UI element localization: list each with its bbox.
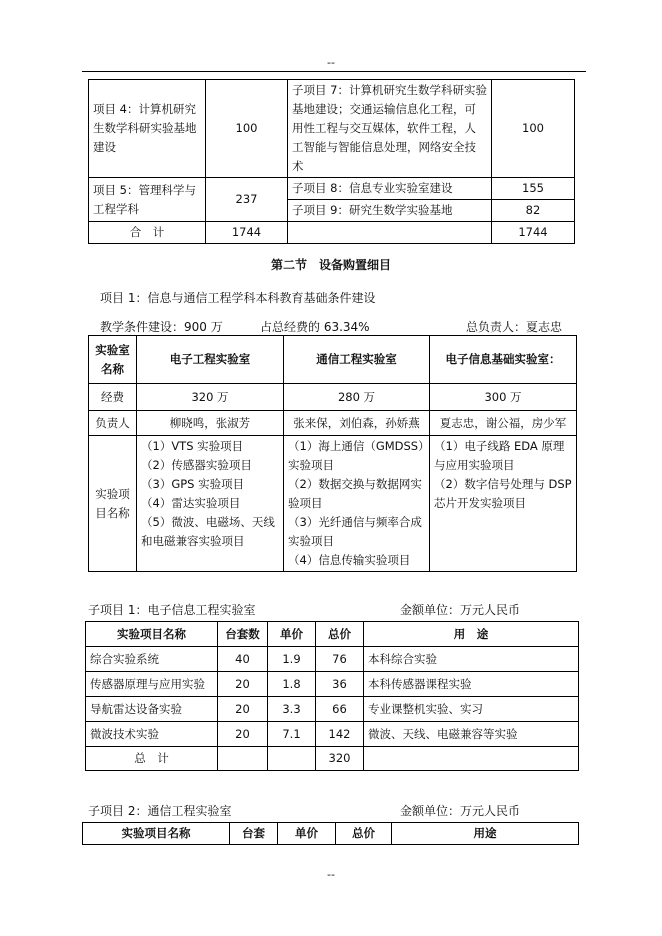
total-label: 总 计 [86, 747, 218, 771]
column-header: 总价 [336, 823, 392, 845]
column-header: 实验项目名称 [86, 622, 218, 647]
empty-cell [218, 747, 268, 771]
table-header-row [83, 823, 579, 845]
item-qty: 40 [218, 647, 268, 672]
list-item: （5）微波、电磁场、天线和电磁兼容实验项目 [141, 515, 275, 548]
list-item: （4）信息传输实验项目 [288, 553, 411, 567]
lab-header: 通信工程实验室 [284, 336, 430, 384]
lab-name-header: 实验室名称 [89, 336, 137, 384]
projects-cell [137, 436, 284, 572]
item-total: 142 [316, 722, 364, 747]
empty-cell [364, 747, 579, 771]
funding-cell: 300 万 [430, 384, 577, 411]
table-row [89, 436, 577, 572]
column-header: 用 途 [364, 622, 579, 647]
leader-cell: 张来保，刘伯森，孙娇燕 [284, 411, 430, 436]
lab-header: 电子工程实验室 [137, 336, 284, 384]
table-row [86, 722, 579, 747]
funding-label: 经费 [89, 384, 137, 411]
page-top-marker: -- [327, 56, 335, 69]
condition-line [100, 318, 562, 335]
sub-amount-cell: 82 [492, 200, 575, 222]
currency-unit: 金额单位：万元人民币 [400, 603, 521, 617]
column-header: 实验项目名称 [83, 823, 230, 845]
funding-cell: 280 万 [284, 384, 430, 411]
list-item: （3）GPS 实验项目 [141, 477, 245, 491]
sub-project-cell: 子项目 7：计算机研究生数学科研实验基地建设；交通运输信息化工程，可用性工程与交互媒体，软件工程，人工智能与智能信息处理，网络安全技术 [288, 80, 492, 178]
item-price: 1.8 [268, 672, 316, 697]
item-price: 1.9 [268, 647, 316, 672]
item-name: 综合实验系统 [86, 647, 218, 672]
project-summary-table [88, 79, 575, 244]
table-row [86, 697, 579, 722]
column-header: 用途 [392, 823, 579, 845]
column-header: 总价 [316, 622, 364, 647]
column-header: 单价 [278, 823, 336, 845]
sub-project-1-heading [88, 601, 578, 618]
amount-cell: 100 [206, 80, 288, 178]
total-value: 320 [316, 747, 364, 771]
item-use: 专业课整机实验、实习 [364, 697, 579, 722]
condition-budget: 教学条件建设：900 万 [100, 320, 223, 334]
item-name: 传感器原理与应用实验 [86, 672, 218, 697]
total-amount: 1744 [206, 222, 288, 244]
table-row [86, 672, 579, 697]
projects-cell [430, 436, 577, 572]
empty-cell [268, 747, 316, 771]
sub-project-2-table [82, 822, 579, 845]
item-price: 3.3 [268, 697, 316, 722]
funding-cell: 320 万 [137, 384, 284, 411]
item-total: 66 [316, 697, 364, 722]
table-row [86, 647, 579, 672]
header-rule [82, 71, 586, 72]
list-item: （1）海上通信（GMDSS）实验项目 [288, 439, 424, 472]
list-item: （2）数据交换与数据网实验项目 [288, 477, 422, 510]
lab-header: 电子信息基础实验室： [430, 336, 577, 384]
leader-cell: 夏志忠，谢公福，房少军 [430, 411, 577, 436]
list-item: （1）电子线路 EDA 原理与应用实验项目 [434, 439, 565, 472]
section-title: 第二节 设备购置细目 [270, 258, 391, 272]
table-row [89, 80, 575, 178]
column-header: 台套数 [218, 622, 268, 647]
project-cell: 项目 5：管理科学与工程学科 [89, 178, 206, 222]
total-row [89, 222, 575, 244]
amount-cell: 237 [206, 178, 288, 222]
table-row [89, 411, 577, 436]
item-qty: 20 [218, 672, 268, 697]
list-item: （4）雷达实验项目 [141, 496, 241, 510]
item-use: 微波、天线、电磁兼容等实验 [364, 722, 579, 747]
page-bottom-marker: -- [327, 868, 335, 881]
item-total: 76 [316, 647, 364, 672]
item-use: 本科传感器课程实验 [364, 672, 579, 697]
currency-unit: 金额单位：万元人民币 [400, 804, 521, 818]
sub-amount-cell: 100 [492, 80, 575, 178]
leader-cell: 柳晓鸣，张淑芳 [137, 411, 284, 436]
project-line: 项目 1：信息与通信工程学科本科教育基础条件建设 [100, 291, 376, 305]
table-header-row [86, 622, 579, 647]
sub-project-cell: 子项目 8：信息专业实验室建设 [288, 178, 492, 200]
item-qty: 20 [218, 722, 268, 747]
list-item: （2）数字信号处理与 DSP 芯片开发实验项目 [434, 477, 572, 510]
item-price: 7.1 [268, 722, 316, 747]
sub-project-1-table [85, 621, 579, 771]
total-label: 合 计 [89, 222, 206, 244]
condition-percentage: 占总经费的 63.34% [260, 320, 370, 334]
leader-label: 负责人 [89, 411, 137, 436]
projects-cell [284, 436, 430, 572]
sub-amount-cell: 155 [492, 178, 575, 200]
total-row [86, 747, 579, 771]
item-name: 导航雷达设备实验 [86, 697, 218, 722]
total-sub-amount: 1744 [492, 222, 575, 244]
sub-project-title: 子项目 2：通信工程实验室 [88, 804, 232, 818]
column-header: 台套 [230, 823, 278, 845]
table-row [89, 384, 577, 411]
projects-label: 实验项目名称 [89, 436, 137, 572]
lab-table [88, 335, 577, 572]
table-row [89, 336, 577, 384]
condition-leader: 总负责人：夏志忠 [465, 320, 562, 334]
project-cell: 项目 4：计算机研究生数学科研实验基地建设 [89, 80, 206, 178]
sub-project-2-heading [88, 802, 578, 819]
list-item: （1）VTS 实验项目 [141, 439, 244, 453]
item-use: 本科综合实验 [364, 647, 579, 672]
sub-project-title: 子项目 1：电子信息工程实验室 [88, 603, 256, 617]
item-qty: 20 [218, 697, 268, 722]
sub-project-cell: 子项目 9：研究生数学实验基地 [288, 200, 492, 222]
item-total: 36 [316, 672, 364, 697]
item-name: 微波技术实验 [86, 722, 218, 747]
empty-cell [288, 222, 492, 244]
list-item: （3）光纤通信与频率合成实验项目 [288, 515, 422, 548]
table-row [89, 178, 575, 200]
column-header: 单价 [268, 622, 316, 647]
list-item: （2）传感器实验项目 [141, 458, 252, 472]
